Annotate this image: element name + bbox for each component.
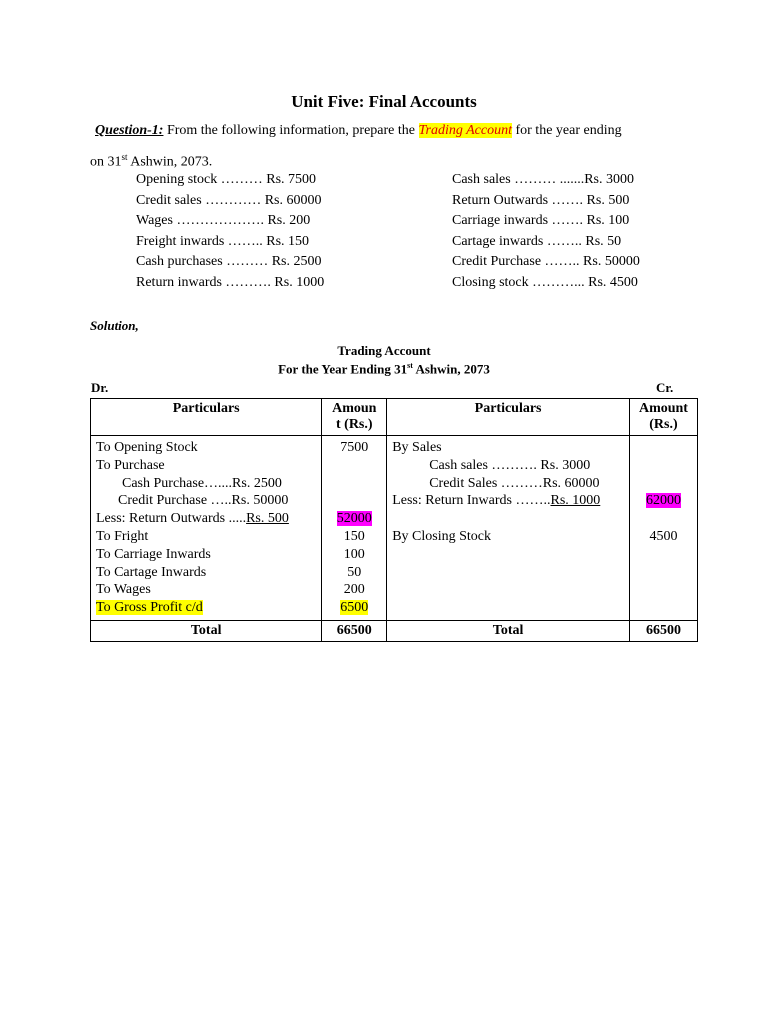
table-body-row [91, 436, 698, 621]
header-amount-left-line1: Amoun [332, 401, 377, 416]
info-item: Cash sales ……… .......Rs. 3000 [452, 172, 634, 187]
account-subtitle-sup: st [407, 361, 413, 370]
question-line2-before: on 31 [90, 154, 122, 170]
credit-sales: By Sales [392, 440, 442, 455]
credit-cash-sales: Cash sales ………. Rs. 3000 [429, 457, 591, 473]
info-item: Return Outwards ……. Rs. 500 [452, 192, 630, 208]
amount-spacer [327, 492, 381, 510]
header-particulars-left: Particulars [91, 399, 322, 436]
account-subtitle-before: For the Year Ending 31 [278, 361, 408, 377]
question-text-after: for the year ending [511, 123, 622, 138]
credit-label: Cr. [656, 380, 674, 395]
header-amount-left [322, 399, 387, 436]
amount-spacer [635, 475, 692, 493]
credit-less-return-inwards-amount: Rs. 1000 [550, 493, 601, 509]
amount-cartage: 50 [347, 564, 362, 580]
amount-gross-profit [327, 599, 381, 617]
amount-opening-stock: 7500 [340, 440, 369, 455]
account-title: Trading Account [337, 343, 431, 358]
amount-spacer [392, 510, 624, 528]
info-item: Credit sales ………… Rs. 60000 [136, 192, 322, 208]
header-amount-right [629, 399, 697, 436]
amount-wages: 200 [343, 582, 365, 598]
credit-particulars-cell [387, 436, 630, 621]
info-item: Carriage inwards ……. Rs. 100 [452, 213, 630, 228]
debit-credit-purchase: Credit Purchase …..Rs. 50000 [118, 493, 289, 509]
debit-carriage-inwards: To Carriage Inwards [96, 546, 211, 562]
amount-sales-net [635, 492, 692, 510]
debit-less-return-outwards [96, 510, 316, 528]
total-amount-left: 66500 [322, 620, 387, 641]
info-item: Wages ………………. Rs. 200 [136, 213, 311, 228]
info-list-right [452, 170, 640, 293]
header-amount-right-line1: Amount [638, 401, 688, 416]
debit-cash-purchase: Cash Purchase…....Rs. 2500 [122, 475, 282, 491]
debit-opening-stock: To Opening Stock [96, 440, 198, 455]
debit-wages: To Wages [96, 582, 151, 598]
amount-spacer [635, 457, 692, 475]
amount-spacer [635, 439, 692, 457]
info-item: Freight inwards …….. Rs. 150 [136, 233, 310, 249]
credit-less-return-inwards-label: Less: Return Inwards …….. [392, 493, 551, 509]
debit-gross-profit [96, 599, 316, 617]
question-text-before: From the following information, prepare the [163, 123, 419, 138]
page-title: Unit Five: Final Accounts [291, 92, 477, 111]
table-header-row [91, 399, 698, 436]
question-block [90, 117, 690, 176]
question-label: Question-1: [95, 123, 164, 138]
amount-purchase-net [327, 510, 381, 528]
account-subtitle-after: Ashwin, 2073 [412, 361, 490, 377]
info-item: Cash purchases ……… Rs. 2500 [136, 254, 322, 269]
account-subtitle [0, 361, 768, 377]
table-total-row [91, 620, 698, 641]
header-amount-right-line2: (Rs.) [649, 417, 678, 432]
debit-cartage-inwards: To Cartage Inwards [96, 564, 207, 580]
info-item: Closing stock ………... Rs. 4500 [452, 274, 638, 290]
credit-credit-sales: Credit Sales ………Rs. 60000 [429, 475, 600, 491]
question-highlight: Trading Account [418, 123, 512, 138]
debit-less-return-outwards-label: Less: Return Outwards ..... [96, 511, 247, 527]
total-label-right: Total [387, 620, 630, 641]
credit-less-return-inwards [392, 492, 624, 510]
debit-fright: To Fright [96, 528, 149, 544]
amount-fright: 150 [343, 528, 365, 544]
debit-less-return-outwards-amount: Rs. 500 [246, 511, 289, 527]
info-item: Cartage inwards …….. Rs. 50 [452, 233, 622, 249]
info-item: Opening stock ……… Rs. 7500 [136, 172, 317, 187]
trading-account-table [90, 398, 698, 642]
debit-particulars-cell [91, 436, 322, 621]
amount-sales-net-text: 62000 [645, 493, 681, 509]
amount-gross-profit-text: 6500 [340, 600, 369, 616]
total-label-left: Total [91, 620, 322, 641]
header-amount-left-line2: t (Rs.) [336, 417, 373, 432]
debit-amount-cell [322, 436, 387, 621]
amount-purchase-net-text: 52000 [336, 511, 372, 527]
debit-label: Dr. [91, 380, 109, 395]
amount-spacer [327, 475, 381, 493]
question-line2-sup: st [121, 152, 128, 162]
info-list-left [136, 170, 324, 293]
info-item: Return inwards ………. Rs. 1000 [136, 274, 325, 290]
debit-purchase: To Purchase [96, 457, 165, 473]
amount-spacer [635, 510, 692, 528]
amount-closing-stock: 4500 [649, 528, 678, 544]
total-amount-right: 66500 [629, 620, 697, 641]
amount-spacer [327, 457, 381, 475]
question-line2-after: Ashwin, 2073. [127, 154, 213, 170]
credit-amount-cell [629, 436, 697, 621]
amount-carriage: 100 [343, 546, 365, 562]
info-item: Credit Purchase …….. Rs. 50000 [452, 254, 640, 269]
credit-closing-stock: By Closing Stock [392, 528, 492, 544]
solution-label: Solution, [90, 318, 139, 333]
debit-gross-profit-text: To Gross Profit c/d [96, 600, 203, 616]
header-particulars-right: Particulars [387, 399, 630, 436]
